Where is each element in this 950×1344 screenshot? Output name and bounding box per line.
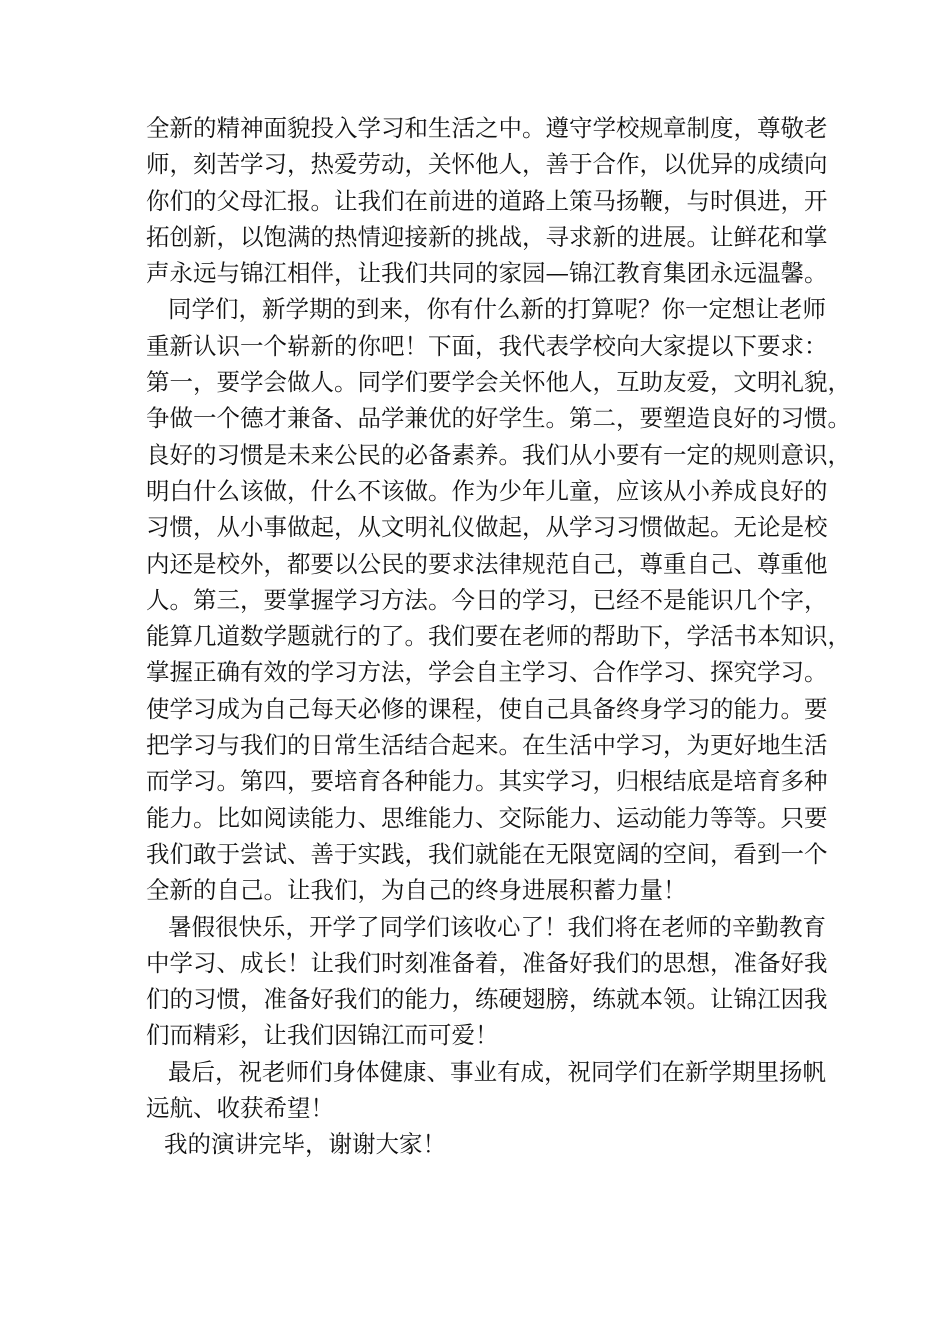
text-line: 人。第三，要掌握学习方法。今日的学习，已经不是能识几个字， <box>146 585 828 614</box>
text-line: 们而精彩，让我们因锦江而可爱！ <box>146 1021 499 1050</box>
text-line: 而学习。第四，要培育各种能力。其实学习，归根结底是培育多种 <box>146 767 828 796</box>
text-line: 我们敢于尝试、善于实践，我们就能在无限宽阔的空间，看到一个 <box>146 839 828 868</box>
speech-body <box>146 110 851 1163</box>
text-line: 们的习惯，准备好我们的能力，练硬翅膀，练就本领。让锦江因我 <box>146 985 828 1014</box>
paragraph-start-line: 暑假很快乐，开学了同学们该收心了！我们将在老师的辛勤教育 <box>168 912 826 941</box>
text-line: 全新的精神面貌投入学习和生活之中。遵守学校规章制度，尊敬老 <box>146 114 828 142</box>
text-line: 争做一个德才兼备、品学兼优的好学生。第二，要塑造良好的习惯。 <box>146 404 851 433</box>
text-line: 使学习成为自己每天必修的课程，使自己具备终身学习的能力。要 <box>146 694 828 723</box>
text-line: 良好的习惯是未来公民的必备素养。我们从小要有一定的规则意识， <box>146 440 851 469</box>
text-line: 师，刻苦学习，热爱劳动，关怀他人，善于合作，以优异的成绩向 <box>146 150 828 179</box>
text-line: 能算几道数学题就行的了。我们要在老师的帮助下，学活书本知识， <box>146 622 851 651</box>
text-line: 明白什么该做，什么不该做。作为少年儿童，应该从小养成良好的 <box>146 476 828 505</box>
closing-line: 我的演讲完毕，谢谢大家！ <box>164 1130 446 1159</box>
text-line: 习惯，从小事做起，从文明礼仪做起，从学习习惯做起。无论是校 <box>146 513 828 542</box>
text-line: 拓创新，以饱满的热情迎接新的挑战，寻求新的进展。让鲜花和掌 <box>146 222 828 251</box>
text-line: 内还是校外，都要以公民的要求法律规范自己，尊重自己、尊重他 <box>146 549 828 578</box>
text-line: 把学习与我们的日常生活结合起来。在生活中学习，为更好地生活 <box>146 731 828 760</box>
text-line: 远航、收获希望！ <box>146 1094 334 1123</box>
text-line: 声永远与锦江相伴，让我们共同的家园—锦江教育集团永远温馨。 <box>146 259 828 288</box>
text-line: 掌握正确有效的学习方法，学会自主学习、合作学习、探究学习。 <box>146 658 828 687</box>
paragraph-start-line: 最后，祝老师们身体健康、事业有成，祝同学们在新学期里扬帆 <box>168 1057 826 1086</box>
text-line: 重新认识一个崭新的你吧！下面，我代表学校向大家提以下要求： <box>146 331 828 360</box>
text-line: 你们的父母汇报。让我们在前进的道路上策马扬鞭，与时俱进，开 <box>146 186 828 215</box>
text-line: 全新的自己。让我们，为自己的终身进展积蓄力量！ <box>146 876 687 905</box>
text-line: 第一，要学会做人。同学们要学会关怀他人，互助友爱，文明礼貌， <box>146 368 851 397</box>
paragraph-start-line: 同学们，新学期的到来，你有什么新的打算呢？你一定想让老师 <box>168 295 826 324</box>
text-line: 能力。比如阅读能力、思维能力、交际能力、运动能力等等。只要 <box>146 803 828 832</box>
text-line: 中学习、成长！让我们时刻准备着，准备好我们的思想，准备好我 <box>146 948 828 977</box>
